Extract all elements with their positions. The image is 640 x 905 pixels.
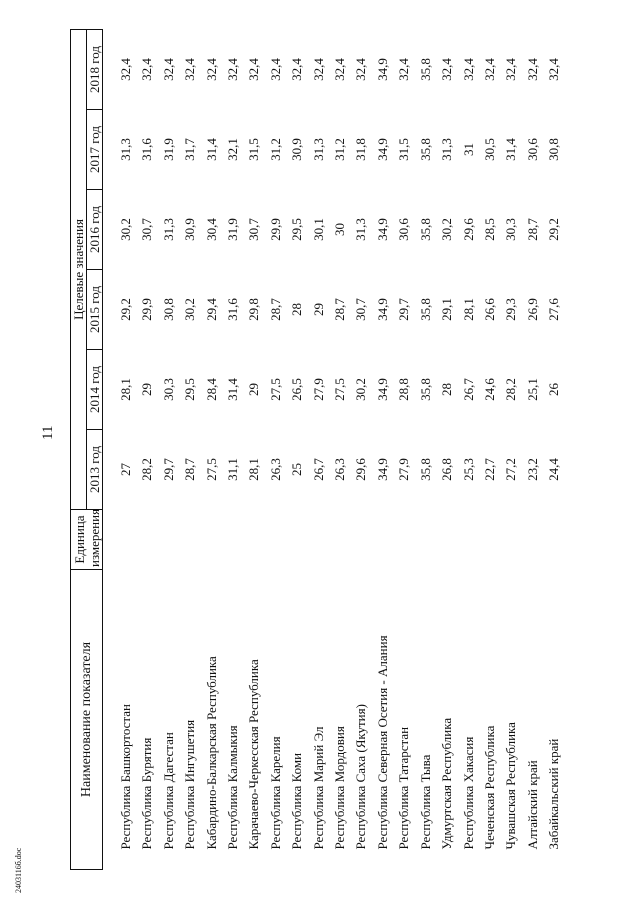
value-cell: 31,5: [396, 138, 412, 161]
value-cell: 28: [439, 383, 455, 396]
value-cell: 32,4: [310, 58, 326, 81]
value-cell: 29,6: [353, 458, 369, 481]
value-cell: 28,1: [246, 458, 262, 481]
value-cell: 32,4: [118, 58, 133, 81]
table-row: [458, 29, 479, 869]
value-cell: 30,6: [396, 218, 412, 241]
region-name-cell: Республика Башкортостан: [118, 704, 133, 850]
unit-cell: [265, 510, 286, 570]
year-header: 2017 год: [87, 110, 103, 190]
value-cell: 34,9: [374, 458, 390, 481]
value-cell: 30,2: [118, 218, 133, 241]
value-cell: 27: [118, 463, 133, 476]
region-name-cell: Забайкальский край: [546, 738, 562, 850]
table-row: [329, 29, 350, 869]
table-row: [522, 29, 543, 869]
value-cell: 35,8: [417, 378, 433, 401]
value-cell: 27,5: [332, 378, 348, 401]
value-cell: 24,4: [546, 458, 562, 481]
value-cell: 32,4: [139, 58, 155, 81]
year-header: 2014 год: [87, 350, 103, 430]
unit-cell: [393, 510, 414, 570]
value-cell: 35,8: [417, 218, 433, 241]
value-cell: 30,7: [246, 218, 262, 241]
value-cell: 30,6: [524, 138, 540, 161]
value-cell: 29,2: [546, 218, 562, 241]
value-cell: 32,4: [460, 58, 476, 81]
value-cell: 31,4: [203, 138, 219, 161]
value-cell: 32,4: [225, 58, 241, 81]
table-container: [70, 30, 590, 870]
value-cell: 25,3: [460, 458, 476, 481]
table-row: [308, 29, 329, 869]
value-cell: 32,4: [160, 58, 176, 81]
value-cell: 31,6: [225, 298, 241, 321]
unit-cell: [158, 510, 179, 570]
table-row: [372, 29, 393, 869]
unit-cell: [115, 510, 136, 570]
value-cell: 28,7: [182, 458, 198, 481]
value-cell: 32,4: [396, 58, 412, 81]
value-cell: 32,4: [546, 58, 562, 81]
value-cell: 26,9: [524, 298, 540, 321]
table-row: [286, 29, 307, 869]
value-cell: 27,2: [503, 458, 519, 481]
page-number: 11: [40, 425, 56, 440]
column-header-name: Наименование показателя: [71, 570, 103, 870]
table-row: [158, 29, 179, 869]
value-cell: 28,8: [396, 378, 412, 401]
unit-cell: [222, 510, 243, 570]
value-cell: 28,1: [118, 378, 133, 401]
value-cell: 24,6: [481, 378, 497, 401]
value-cell: 31,3: [310, 138, 326, 161]
value-cell: 26,7: [460, 378, 476, 401]
value-cell: 30,3: [503, 218, 519, 241]
value-cell: 30,9: [182, 218, 198, 241]
unit-cell: [286, 510, 307, 570]
region-name-cell: Чеченская Республика: [481, 725, 497, 850]
table-row: [543, 29, 564, 869]
region-name-cell: Кабардино-Балкарская Республика: [203, 656, 219, 850]
value-cell: 32,4: [439, 58, 455, 81]
unit-cell: [243, 510, 264, 570]
value-cell: 32,4: [289, 58, 305, 81]
value-cell: 32,4: [246, 58, 262, 81]
value-cell: 29,2: [118, 298, 133, 321]
region-name-cell: Республика Коми: [289, 752, 305, 850]
region-name-cell: Республика Дагестан: [160, 732, 176, 850]
value-cell: 29,9: [139, 298, 155, 321]
value-cell: 31,4: [225, 378, 241, 401]
value-cell: 29,8: [246, 298, 262, 321]
value-cell: 28,1: [460, 298, 476, 321]
region-name-cell: Республика Калмыкия: [225, 725, 241, 850]
region-name-cell: Карачаево-Черкесская Республика: [246, 659, 262, 850]
value-cell: 30,1: [310, 218, 326, 241]
table-row: [179, 29, 200, 869]
value-cell: 29: [139, 383, 155, 396]
value-cell: 32,4: [182, 58, 198, 81]
value-cell: 31,4: [503, 138, 519, 161]
region-name-cell: Республика Карелия: [267, 736, 283, 850]
value-cell: 25,1: [524, 378, 540, 401]
value-cell: 35,8: [417, 298, 433, 321]
region-name-cell: Республика Татарстан: [396, 726, 412, 850]
unit-cell: [179, 510, 200, 570]
value-cell: 28,2: [139, 458, 155, 481]
table-row: [243, 29, 264, 869]
value-cell: 30,7: [353, 298, 369, 321]
value-cell: 31,3: [439, 138, 455, 161]
column-group-target-values: Целевые значения: [71, 29, 87, 509]
value-cell: 30,4: [203, 218, 219, 241]
table-row: [350, 29, 371, 869]
table-row: [265, 29, 286, 869]
value-cell: 30,7: [139, 218, 155, 241]
footer-filename: 2403116б.doc: [14, 847, 23, 893]
value-cell: 30,9: [289, 138, 305, 161]
value-cell: 28,7: [524, 218, 540, 241]
value-cell: 28,4: [203, 378, 219, 401]
value-cell: 32,4: [332, 58, 348, 81]
year-header: 2013 год: [87, 430, 103, 510]
value-cell: 29,4: [203, 298, 219, 321]
value-cell: 35,8: [417, 58, 433, 81]
region-name-cell: Республика Бурятия: [139, 737, 155, 850]
region-name-cell: Чувашская Республика: [503, 722, 519, 850]
value-cell: 30,3: [160, 378, 176, 401]
value-cell: 28: [289, 303, 305, 316]
value-cell: 27,6: [546, 298, 562, 321]
value-cell: 31,6: [139, 138, 155, 161]
region-name-cell: Алтайский край: [524, 760, 540, 850]
value-cell: 30,2: [439, 218, 455, 241]
value-cell: 31,9: [225, 218, 241, 241]
value-cell: 31,8: [353, 138, 369, 161]
region-name-cell: Республика Мордовия: [332, 726, 348, 850]
value-cell: 27,5: [203, 458, 219, 481]
value-cell: 26: [546, 383, 562, 396]
year-header: 2015 год: [87, 270, 103, 350]
value-cell: 29,6: [460, 218, 476, 241]
value-cell: 30,2: [353, 378, 369, 401]
value-cell: 31,3: [118, 138, 133, 161]
table-body: [103, 29, 565, 869]
value-cell: 31,3: [353, 218, 369, 241]
value-cell: 29,7: [396, 298, 412, 321]
value-cell: 30,8: [160, 298, 176, 321]
value-cell: 31: [460, 143, 476, 156]
unit-cell: [500, 510, 521, 570]
value-cell: 32,4: [353, 58, 369, 81]
unit-cell: [329, 510, 350, 570]
column-header-unit: Единица измерения: [71, 510, 103, 570]
region-name-cell: Республика Марий Эл: [310, 726, 326, 850]
unit-cell: [350, 510, 371, 570]
value-cell: 32,4: [203, 58, 219, 81]
value-cell: 31,5: [246, 138, 262, 161]
value-cell: 26,7: [310, 458, 326, 481]
value-cell: 30,8: [546, 138, 562, 161]
region-name-cell: Удмуртская Республика: [439, 717, 455, 850]
value-cell: 29,9: [267, 218, 283, 241]
value-cell: 31,9: [160, 138, 176, 161]
unit-cell: [543, 510, 564, 570]
region-name-cell: Республика Хакасия: [460, 736, 476, 850]
value-cell: 26,3: [267, 458, 283, 481]
value-cell: 26,5: [289, 378, 305, 401]
table-row: [479, 29, 500, 869]
table-row: [115, 29, 136, 869]
region-name-cell: Республика Северная Осетия - Алания: [374, 635, 390, 850]
table-row: [500, 29, 521, 869]
value-cell: 31,2: [332, 138, 348, 161]
value-cell: 32,4: [503, 58, 519, 81]
value-cell: 29,5: [289, 218, 305, 241]
value-cell: 32,4: [481, 58, 497, 81]
value-cell: 34,9: [374, 138, 390, 161]
value-cell: 29: [310, 303, 326, 316]
table-row: [436, 29, 457, 869]
unit-cell: [136, 510, 157, 570]
value-cell: 22,7: [481, 458, 497, 481]
unit-cell: [308, 510, 329, 570]
value-cell: 23,2: [524, 458, 540, 481]
year-header: 2016 год: [87, 190, 103, 270]
value-cell: 30: [332, 223, 348, 236]
unit-cell: [458, 510, 479, 570]
value-cell: 29: [246, 383, 262, 396]
value-cell: 32,1: [225, 138, 241, 161]
table-row: [201, 29, 222, 869]
value-cell: 26,8: [439, 458, 455, 481]
value-cell: 26,3: [332, 458, 348, 481]
value-cell: 28,7: [332, 298, 348, 321]
value-cell: 29,3: [503, 298, 519, 321]
value-cell: 34,9: [374, 58, 390, 81]
unit-cell: [522, 510, 543, 570]
value-cell: 27,5: [267, 378, 283, 401]
value-cell: 29,1: [439, 298, 455, 321]
table-row: [415, 29, 436, 869]
unit-cell: [415, 510, 436, 570]
year-header: 2018 год: [87, 29, 103, 109]
region-name-cell: Республика Тыва: [417, 754, 433, 850]
value-cell: 30,5: [481, 138, 497, 161]
value-cell: 35,8: [417, 458, 433, 481]
value-cell: 31,2: [267, 138, 283, 161]
unit-cell: [372, 510, 393, 570]
table-row: [222, 29, 243, 869]
value-cell: 32,4: [267, 58, 283, 81]
unit-cell: [201, 510, 222, 570]
value-cell: 25: [289, 463, 305, 476]
value-cell: 31,7: [182, 138, 198, 161]
table-row: [136, 29, 157, 869]
unit-cell: [436, 510, 457, 570]
value-cell: 31,3: [160, 218, 176, 241]
unit-cell: [479, 510, 500, 570]
target-values-table: [70, 29, 565, 870]
value-cell: 35,8: [417, 138, 433, 161]
value-cell: 27,9: [396, 458, 412, 481]
value-cell: 27,9: [310, 378, 326, 401]
value-cell: 26,6: [481, 298, 497, 321]
value-cell: 32,4: [524, 58, 540, 81]
value-cell: 34,9: [374, 218, 390, 241]
region-name-cell: Республика Саха (Якутия): [353, 704, 369, 850]
value-cell: 34,9: [374, 378, 390, 401]
value-cell: 34,9: [374, 298, 390, 321]
value-cell: 29,7: [160, 458, 176, 481]
value-cell: 28,2: [503, 378, 519, 401]
region-name-cell: Республика Ингушетия: [182, 719, 198, 850]
value-cell: 28,7: [267, 298, 283, 321]
value-cell: 31,1: [225, 458, 241, 481]
table-row: [393, 29, 414, 869]
value-cell: 28,5: [481, 218, 497, 241]
value-cell: 29,5: [182, 378, 198, 401]
value-cell: 30,2: [182, 298, 198, 321]
